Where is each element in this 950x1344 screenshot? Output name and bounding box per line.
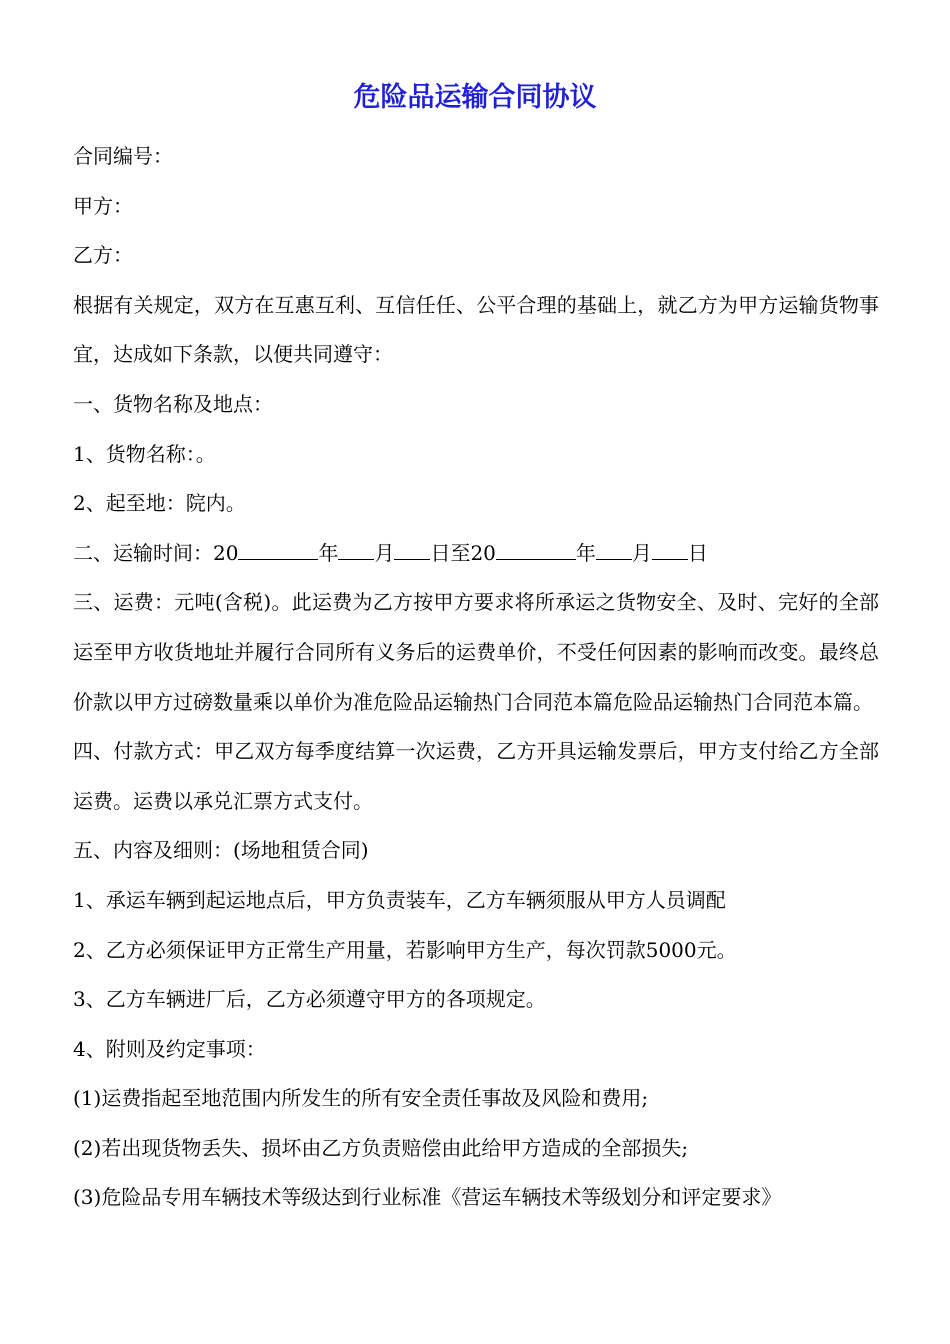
section3-freight: 三、运费：元吨(含税)。此运费为乙方按甲方要求将所承运之货物安全、及时、完好的全部运至甲方收货地址并履行合同所有义务后的运费单价，不受任何因素的影响而改变。最终总价款以甲方过磅数量乘以单价为准危险品运输热门合同范本篇危险品运输热门合同范本篇。 <box>73 590 879 714</box>
blank-line <box>496 541 576 560</box>
blank-line <box>394 541 430 560</box>
section2-transport-time <box>73 529 879 579</box>
section1-heading: 一、货物名称及地点： <box>73 391 273 416</box>
section5-item4: 4、附则及约定事项： <box>73 1036 266 1061</box>
section5-sub1: (1)运费指起至地范围内所发生的所有安全责任事故及风险和费用; <box>73 1086 649 1111</box>
section5-sub2: (2)若出现货物丢失、损坏由乙方负责赔偿由此给甲方造成的全部损失; <box>73 1135 689 1160</box>
document-title: 危险品运输合同协议 <box>353 82 597 113</box>
section2-day1-to: 日至20 <box>430 540 496 565</box>
section2-prefix: 二、运输时间：20 <box>73 540 239 565</box>
section2-year1: 年 <box>318 540 339 565</box>
section2-year2: 年 <box>575 540 596 565</box>
document-body <box>73 132 879 1223</box>
section5-heading: 五、内容及细则：(场地租赁合同) <box>73 838 369 863</box>
blank-line <box>596 541 632 560</box>
section4-payment: 四、付款方式：甲乙双方每季度结算一次运费，乙方开具运输发票后，甲方支付给乙方全部运费。运费以承兑汇票方式支付。 <box>73 739 879 813</box>
section2-day2: 日 <box>687 540 708 565</box>
intro-paragraph: 根据有关规定，双方在互惠互利、互信任任、公平合理的基础上，就乙方为甲方运输货物事宜，达成如下条款，以便共同遵守： <box>73 292 879 367</box>
blank-line <box>238 541 318 560</box>
section5-item2: 2、乙方必须保证甲方正常生产用量，若影响甲方生产，每次罚款5000元。 <box>73 937 737 962</box>
blank-line <box>652 541 688 560</box>
party-b-field: 乙方： <box>73 243 133 268</box>
section5-sub3: (3)危险品专用车辆技术等级达到行业标准《营运车辆技术等级划分和评定要求》 <box>73 1185 782 1210</box>
section5-item3: 3、乙方车辆进厂后，乙方必须遵守甲方的各项规定。 <box>73 987 546 1012</box>
section2-month2: 月 <box>631 540 652 565</box>
party-a-field: 甲方： <box>73 193 133 218</box>
section1-item1: 1、货物名称：。 <box>73 441 216 466</box>
blank-line <box>338 541 374 560</box>
section2-month1: 月 <box>374 540 395 565</box>
contract-number-field: 合同编号： <box>73 144 173 168</box>
section1-item2: 2、起至地：院内。 <box>73 491 246 516</box>
section5-item1: 1、承运车辆到起运地点后，甲方负责装车，乙方车辆须服从甲方人员调配 <box>73 887 726 912</box>
